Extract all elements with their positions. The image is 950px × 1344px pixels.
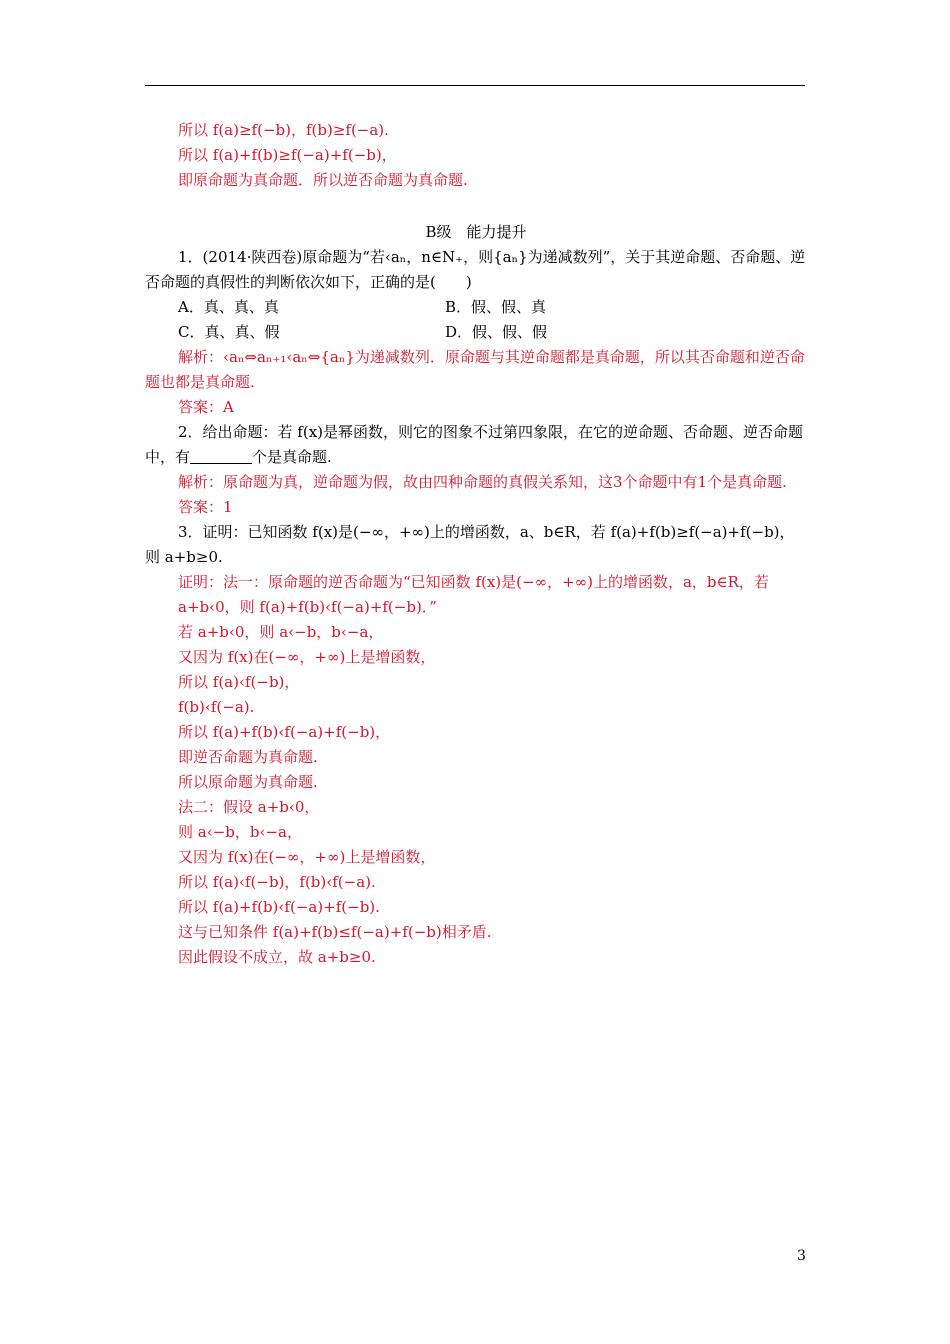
q3-proof-intro: 证明：法一：原命题的逆否命题为“已知函数 f(x)是(−∞，+∞)上的增函数，a，b∈R，若 a+b‹0，则 f(a)+f(b)‹f(−a)+f(−b)．”	[178, 573, 769, 616]
section-title: B级 能力提升	[425, 223, 527, 241]
proof-line: 因此假设不成立，故 a+b≥0.	[178, 948, 376, 966]
q1-answer: 答案：A	[178, 398, 234, 416]
q1-options-row	[145, 295, 807, 320]
proof-line: 法二：假设 a+b‹0，	[178, 798, 320, 816]
q3-stem: 3．证明：已知函数 f(x)是(−∞，+∞)上的增函数，a、b∈R，若 f(a)+f(b)≥f(−a)+f(−b)，则 a+b≥0.	[145, 523, 795, 566]
q2-answer: 答案：1	[178, 498, 233, 516]
q1-option-c: C．真、真、假	[178, 323, 280, 341]
q1-option-a: A．真、真、真	[178, 298, 279, 316]
proof-line: 又因为 f(x)在(−∞，+∞)上是增函数，	[178, 648, 436, 666]
proof-line: 即逆否命题为真命题.	[178, 748, 318, 766]
q1-option-b: B．假、假、真	[445, 298, 547, 316]
proof-line: 又因为 f(x)在(−∞，+∞)上是增函数，	[178, 848, 436, 866]
proof-line: 所以 f(a)+f(b)‹f(−a)+f(−b).	[178, 898, 380, 916]
proof-line: 若 a+b‹0，则 a‹−b，b‹−a，	[178, 623, 384, 641]
q2-stem-before: 2．给出命题：若 f(x)是幂函数，则它的图象不过第四象限，在它的逆命题、否命题、逆否命题中，有	[145, 423, 804, 466]
proof-line: 所以 f(a)‹f(−b)，f(b)‹f(−a).	[178, 873, 376, 891]
proof-line: f(b)‹f(−a).	[178, 698, 255, 716]
page-body	[145, 118, 807, 970]
q2-stem	[145, 420, 807, 470]
q1-option-d: D．假、假、假	[445, 323, 548, 341]
continued-line: 所以 f(a)+f(b)≥f(−a)+f(−b)，	[178, 146, 397, 164]
proof-line: 所以 f(a)+f(b)‹f(−a)+f(−b)，	[178, 723, 391, 741]
q2-stem-after: 个是真命题.	[252, 448, 332, 466]
q1-analysis: 解析：‹aₙ⇔aₙ₊₁‹aₙ⇔{aₙ}为递减数列．原命题与其逆命题都是真命题，所以其否命题和逆否命题也都是真命题.	[145, 348, 805, 391]
proof-line: 这与已知条件 f(a)+f(b)≤f(−a)+f(−b)相矛盾.	[178, 923, 492, 941]
proof-line: 所以原命题为真命题.	[178, 773, 318, 791]
fill-blank	[190, 447, 252, 464]
page-number: 3	[797, 1248, 806, 1264]
proof-line: 所以 f(a)‹f(−b)，	[178, 673, 300, 691]
proof-line: 则 a‹−b，b‹−a，	[178, 823, 302, 841]
header-rule	[145, 85, 805, 86]
q1-options-row	[145, 320, 807, 345]
continued-line: 所以 f(a)≥f(−b)，f(b)≥f(−a).	[178, 121, 389, 139]
continued-line: 即原命题为真命题．所以逆否命题为真命题.	[178, 171, 468, 189]
q1-stem: 1．(2014·陕西卷)原命题为“若‹aₙ，n∈N₊，则{aₙ}为递减数列”，关于其逆命题、否命题、逆否命题的真假性的判断依次如下，正确的是( )	[145, 248, 806, 291]
q2-analysis: 解析：原命题为真，逆命题为假，故由四种命题的真假关系知，这3个命题中有1个是真命题.	[178, 473, 787, 491]
